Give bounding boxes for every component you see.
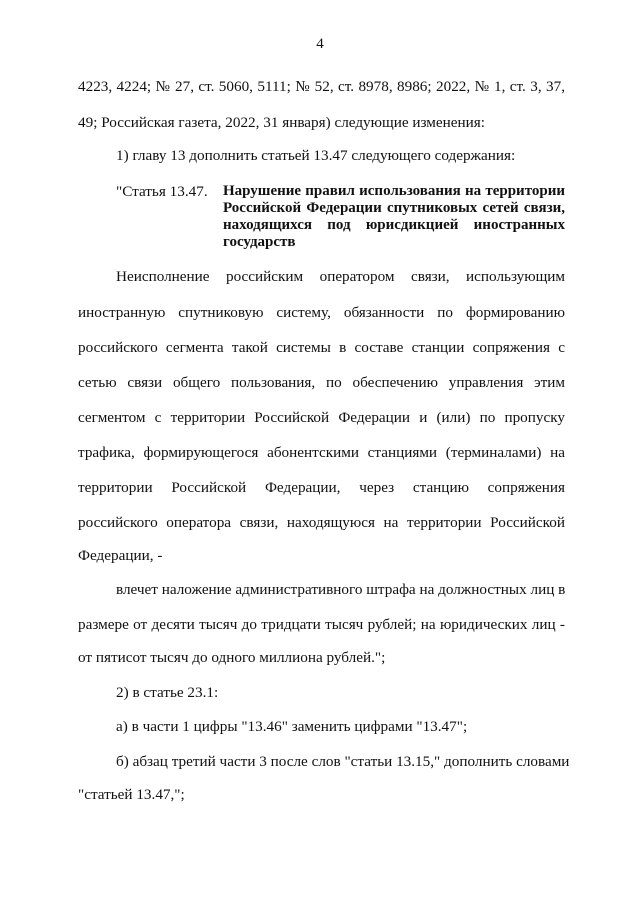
text-line: а) в части 1 цифры "13.46" заменить цифрами "13.47"; xyxy=(116,718,468,735)
text-line: Неисполнение российским оператором связи, использующим xyxy=(116,268,565,285)
page-number: 4 xyxy=(316,36,324,52)
text-line: Федерации, - xyxy=(78,547,163,564)
article-title-line: Нарушение правил использования на территории xyxy=(223,183,565,199)
text-line: сегментом с территории Российской Федерации и (или) по пропуску xyxy=(78,409,565,426)
text-line: иностранную спутниковую систему, обязанности по формированию xyxy=(78,304,565,321)
text-line: от пятисот тысяч до одного миллиона рублей."; xyxy=(78,649,386,666)
text-line: "статьей 13.47,"; xyxy=(78,786,185,803)
article-title-line: Российской Федерации спутниковых сетей связи, xyxy=(223,200,565,216)
article-label: "Статья 13.47. xyxy=(116,183,208,200)
text-line: российского оператора связи, находящуюся на территории Российской xyxy=(78,514,565,531)
text-line: трафика, формирующегося абонентскими станциями (терминалами) на xyxy=(78,444,565,461)
text-line: б) абзац третий части 3 после слов "статьи 13.15," дополнить словами xyxy=(116,753,570,770)
text-line: 1) главу 13 дополнить статьей 13.47 следующего содержания: xyxy=(116,147,516,164)
text-line: территории Российской Федерации, через станцию сопряжения xyxy=(78,479,565,496)
text-line: 4223, 4224; № 27, ст. 5060, 5111; № 52, ст. 8978, 8986; 2022, № 1, ст. 3, 37, xyxy=(78,78,565,95)
article-title xyxy=(223,183,565,251)
article-title-line: государств xyxy=(223,234,296,250)
text-line: сетью связи общего пользования, по обеспечению управления этим xyxy=(78,374,565,391)
text-line: российского сегмента такой системы в составе станции сопряжения с xyxy=(78,339,565,356)
text-line: 2) в статье 23.1: xyxy=(116,684,219,701)
text-line: влечет наложение административного штрафа на должностных лиц в xyxy=(116,581,566,598)
text-line: размере от десяти тысяч до тридцати тысяч рублей; на юридических лиц - xyxy=(78,616,565,633)
article-title-line: находящихся под юрисдикцией иностранных xyxy=(223,217,565,233)
text-line: 49; Российская газета, 2022, 31 января) следующие изменения: xyxy=(78,114,485,131)
